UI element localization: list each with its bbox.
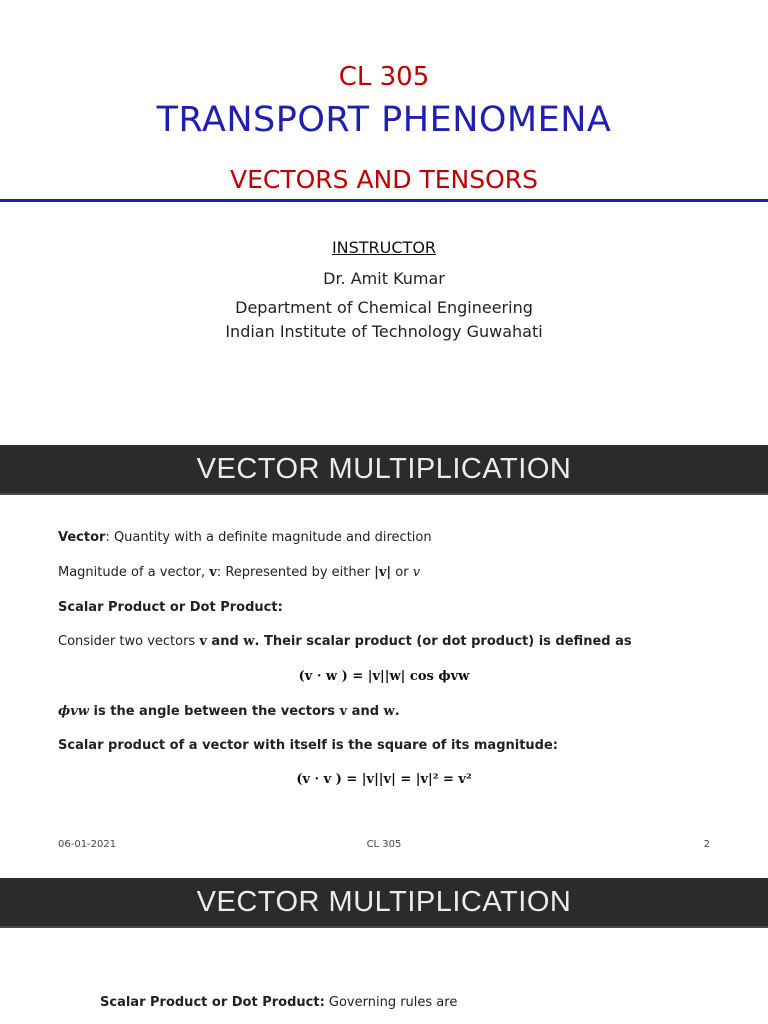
vector-definition-text: : Quantity with a definite magnitude and direction <box>105 530 432 545</box>
vector-term: Vector <box>58 530 106 545</box>
magnitude-text-a: Magnitude of a vector, <box>58 565 210 580</box>
magnitude-abs: |v| <box>374 565 392 580</box>
phi-symbol: ϕvw <box>58 704 89 719</box>
angle-w: w <box>383 704 395 719</box>
instructor-department: Department of Chemical Engineering <box>235 298 533 317</box>
angle-text: is the angle between the vectors <box>88 704 340 719</box>
title-divider <box>0 199 768 202</box>
angle-and: and <box>347 704 384 719</box>
consider-w: w <box>243 634 255 649</box>
governing-rules-text: Governing rules are <box>324 995 458 1010</box>
magnitude-vector: v <box>209 565 217 580</box>
footer-course: CL 305 <box>366 839 402 850</box>
instructor-label: INSTRUCTOR <box>331 238 437 257</box>
magnitude-or: or <box>391 565 413 580</box>
angle-end: . <box>394 704 400 719</box>
consider-line <box>58 634 632 649</box>
governing-rules-line <box>100 995 457 1010</box>
instructor-institute: Indian Institute of Technology Guwahati <box>225 322 543 341</box>
governing-rules-heading: Scalar Product or Dot Product: <box>100 995 325 1010</box>
consider-and: and <box>206 634 244 649</box>
vector-definition <box>58 530 432 545</box>
angle-line <box>58 704 400 719</box>
slide-header-title: VECTOR MULTIPLICATION <box>196 453 572 485</box>
instructor-name: Dr. Amit Kumar <box>323 269 445 288</box>
magnitude-text-b: : Represented by either <box>216 565 375 580</box>
footer-page-number: 2 <box>703 839 710 850</box>
consider-text-a: Consider two vectors <box>58 634 200 649</box>
self-product-equation: (v · v ) = |v||v| = |v|² = v² <box>296 772 472 787</box>
angle-v: v <box>339 704 348 719</box>
consider-rest: . Their scalar product (or dot product) is defined as <box>254 634 632 649</box>
slide-subtitle: VECTORS AND TENSORS <box>229 165 539 194</box>
course-title: TRANSPORT PHENOMENA <box>156 100 612 140</box>
magnitude-scalar: v <box>412 565 421 580</box>
scalar-product-heading: Scalar Product or Dot Product: <box>58 600 283 615</box>
slide-header-title: VECTOR MULTIPLICATION <box>196 886 572 918</box>
dot-product-equation: (v · w ) = |v||w| cos ϕvw <box>298 669 470 684</box>
self-product-text: Scalar product of a vector with itself is the square of its magnitude: <box>58 738 559 753</box>
consider-v: v <box>199 634 207 649</box>
footer-date: 06-01-2021 <box>58 839 117 850</box>
course-code: CL 305 <box>338 62 430 92</box>
magnitude-line <box>58 565 420 580</box>
